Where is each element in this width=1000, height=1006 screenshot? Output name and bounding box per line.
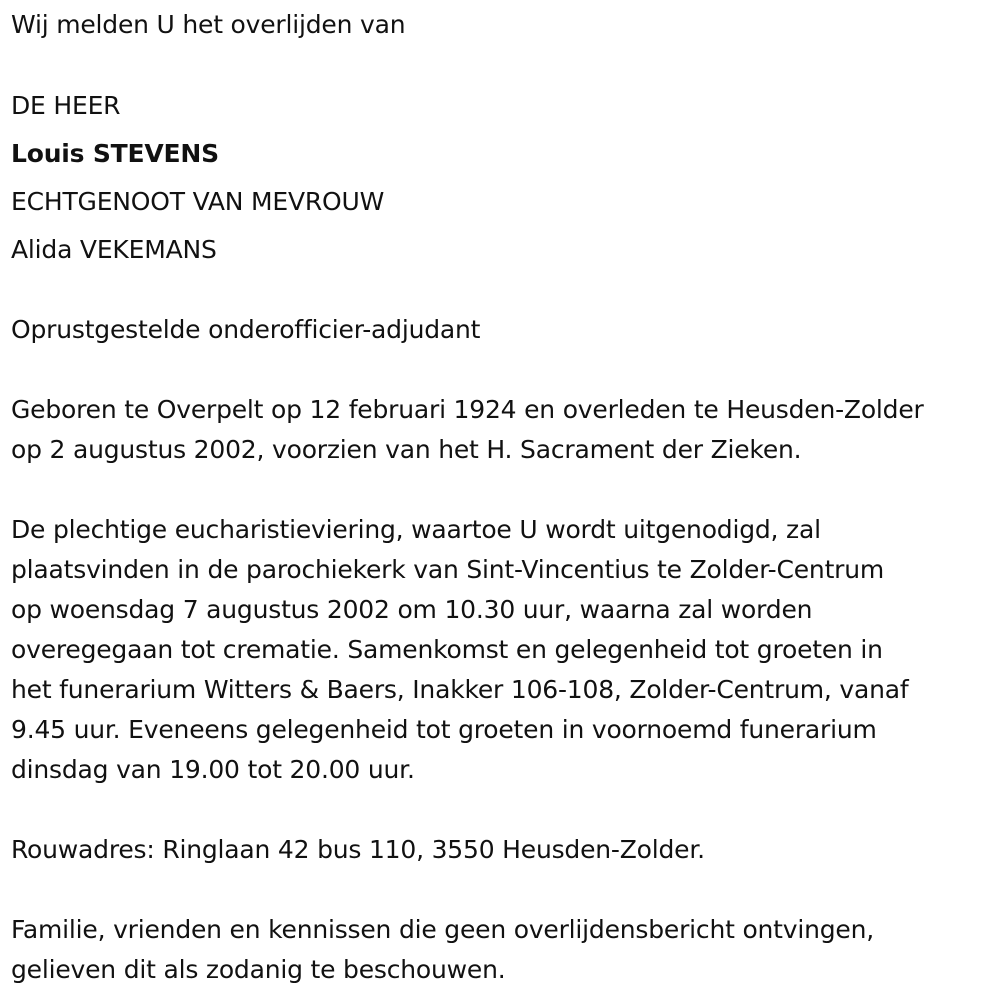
spouse-name: Alida VEKEMANS bbox=[11, 235, 217, 264]
title-text: DE HEER bbox=[11, 91, 121, 120]
paragraph-line: op 2 augustus 2002, voorzien van het H. Sacrament der Zieken. bbox=[11, 435, 802, 464]
deceased-name: Louis STEVENS bbox=[11, 139, 219, 168]
paragraph-line: overegegaan tot crematie. Samenkomst en gelegenheid tot groeten in bbox=[11, 635, 883, 664]
mourning-address: Rouwadres: Ringlaan 42 bus 110, 3550 Heusden-Zolder. bbox=[11, 835, 705, 864]
paragraph-line: Familie, vrienden en kennissen die geen overlijdensbericht ontvingen, bbox=[11, 915, 875, 944]
occupation-text: Oprustgestelde onderofficier-adjudant bbox=[11, 315, 481, 344]
name-block bbox=[11, 82, 384, 274]
paragraph-line: gelieven dit als zodanig te beschouwen. bbox=[11, 955, 506, 984]
paragraph-line: 9.45 uur. Eveneens gelegenheid tot groeten in voornoemd funerarium bbox=[11, 715, 877, 744]
birth-death-paragraph bbox=[11, 390, 924, 470]
paragraph-line: De plechtige eucharistieviering, waartoe U wordt uitgenodigd, zal bbox=[11, 515, 821, 544]
paragraph-line: het funerarium Witters & Baers, Inakker 106-108, Zolder-Centrum, vanaf bbox=[11, 675, 909, 704]
paragraph-line: plaatsvinden in de parochiekerk van Sint-Vincentius te Zolder-Centrum bbox=[11, 555, 885, 584]
spouse-label: ECHTGENOOT VAN MEVROUW bbox=[11, 187, 385, 216]
ceremony-paragraph bbox=[11, 510, 908, 790]
closing-paragraph bbox=[11, 910, 874, 990]
intro-text: Wij melden U het overlijden van bbox=[11, 10, 406, 39]
paragraph-line: dinsdag van 19.00 tot 20.00 uur. bbox=[11, 755, 415, 784]
paragraph-line: Geboren te Overpelt op 12 februari 1924 en overleden te Heusden-Zolder bbox=[11, 395, 924, 424]
paragraph-line: op woensdag 7 augustus 2002 om 10.30 uur, waarna zal worden bbox=[11, 595, 813, 624]
